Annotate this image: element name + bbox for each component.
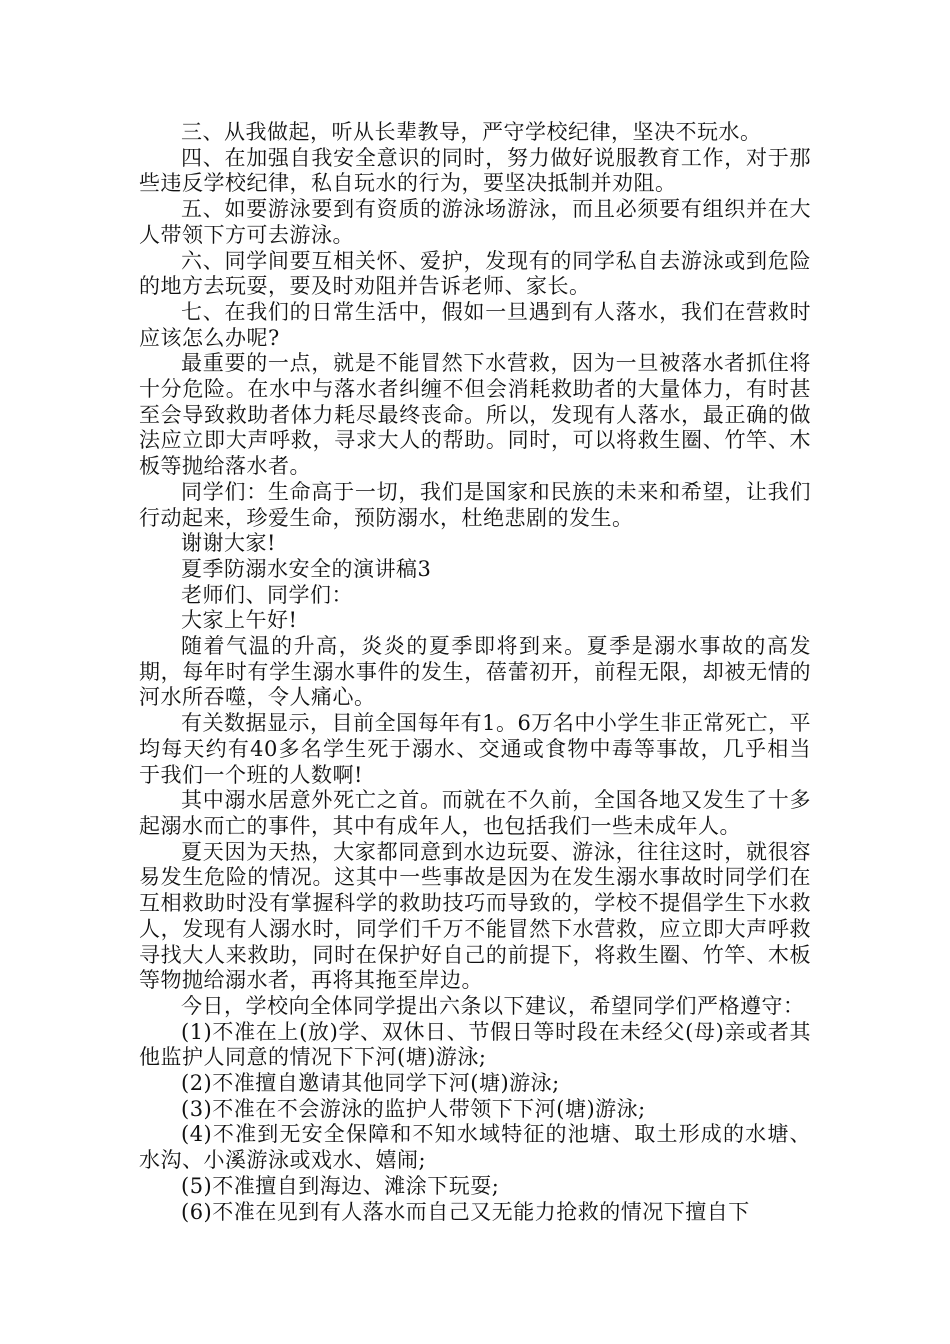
greeting: 大家上午好! <box>181 608 298 633</box>
salutation: 老师们、同学们： <box>181 582 353 607</box>
paragraph: 随着气温的升高，炎炎的夏季即将到来。夏季是溺水事故的高发期，每年时有学生溺水事件的发生，蓓蕾初开，前程无限，却被无情的河水所吞噬，令人痛心。 <box>139 634 811 710</box>
paragraph: 有关数据显示，目前全国每年有1。6万名中小学生非正常死亡，平均每天约有40多名学生死于溺水、交通或食物中毒等事故，几乎相当于我们一个班的人数啊! <box>139 711 811 787</box>
rule-item: (6)不准在见到有人落水而自己又无能力抢救的情况下擅自下 <box>181 1199 750 1224</box>
paragraph: 五、如要游泳要到有资质的游泳场游泳，而且必须要有组织并在大人带领下方可去游泳。 <box>139 197 811 247</box>
rule-item: (1)不准在上(放)学、双休日、节假日等时段在未经父(母)亲或者其他监护人同意的情况下下河(塘)游泳; <box>139 1019 811 1070</box>
paragraph: 四、在加强自我安全意识的同时，努力做好说服教育工作，对于那些违反学校纪律，私自玩水的行为，要坚决抵制并劝阻。 <box>139 145 811 196</box>
document-body <box>139 120 811 1225</box>
rule-item: (2)不准擅自邀请其他同学下河(塘)游泳; <box>181 1071 560 1096</box>
paragraph: 今日，学校向全体同学提出六条以下建议，希望同学们严格遵守： <box>181 993 805 1018</box>
paragraph: 七、在我们的日常生活中，假如一旦遇到有人落水，我们在营救时应该怎么办呢? <box>139 299 811 350</box>
paragraph: 三、从我做起，听从长辈教导，严守学校纪律，坚决不玩水。 <box>181 120 762 144</box>
speech-title: 夏季防溺水安全的演讲稿3 <box>181 556 432 581</box>
paragraph: 谢谢大家! <box>181 531 276 556</box>
paragraph: 六、同学间要互相关怀、爱护，发现有的同学私自去游泳或到危险的地方去玩耍，要及时劝阻并告诉老师、家长。 <box>139 248 811 299</box>
paragraph: 夏天因为天热，大家都同意到水边玩耍、游泳，往往这时，就很容易发生危险的情况。这其中一些事故是因为在发生溺水事故时同学们在互相救助时没有掌握科学的救助技巧而导致的，学校不提倡学生下水救人，发现有人溺水时，同学们千万不能冒然下水营救，应立即大声呼救寻找大人来救助，同时在保护好自己的前提下，将救生圈、竹竿、木板等物抛给溺水者，再将其拖至岸边。 <box>139 839 811 993</box>
paragraph: 同学们：生命高于一切，我们是国家和民族的未来和希望，让我们行动起来，珍爱生命，预防溺水，杜绝悲剧的发生。 <box>139 479 811 530</box>
rule-item: (5)不准擅自到海边、滩涂下玩耍; <box>181 1173 500 1198</box>
rule-item: (4)不准到无安全保障和不知水域特征的池塘、取土形成的水塘、水沟、小溪游泳或戏水、嬉闹; <box>139 1122 811 1173</box>
paragraph: 最重要的一点，就是不能冒然下水营救，因为一旦被落水者抓住将十分危险。在水中与落水者纠缠不但会消耗救助者的大量体力，有时甚至会导致救助者体力耗尽最终丧命。所以，发现有人落水，最正确的做法应立即大声呼救，寻求大人的帮助。同时，可以将救生圈、竹竿、木板等抛给落水者。 <box>139 351 811 479</box>
paragraph: 其中溺水居意外死亡之首。而就在不久前，全国各地又发生了十多起溺水而亡的事件，其中有成年人，也包括我们一些未成年人。 <box>139 788 811 838</box>
rule-item: (3)不准在不会游泳的监护人带领下下河(塘)游泳; <box>181 1096 646 1121</box>
